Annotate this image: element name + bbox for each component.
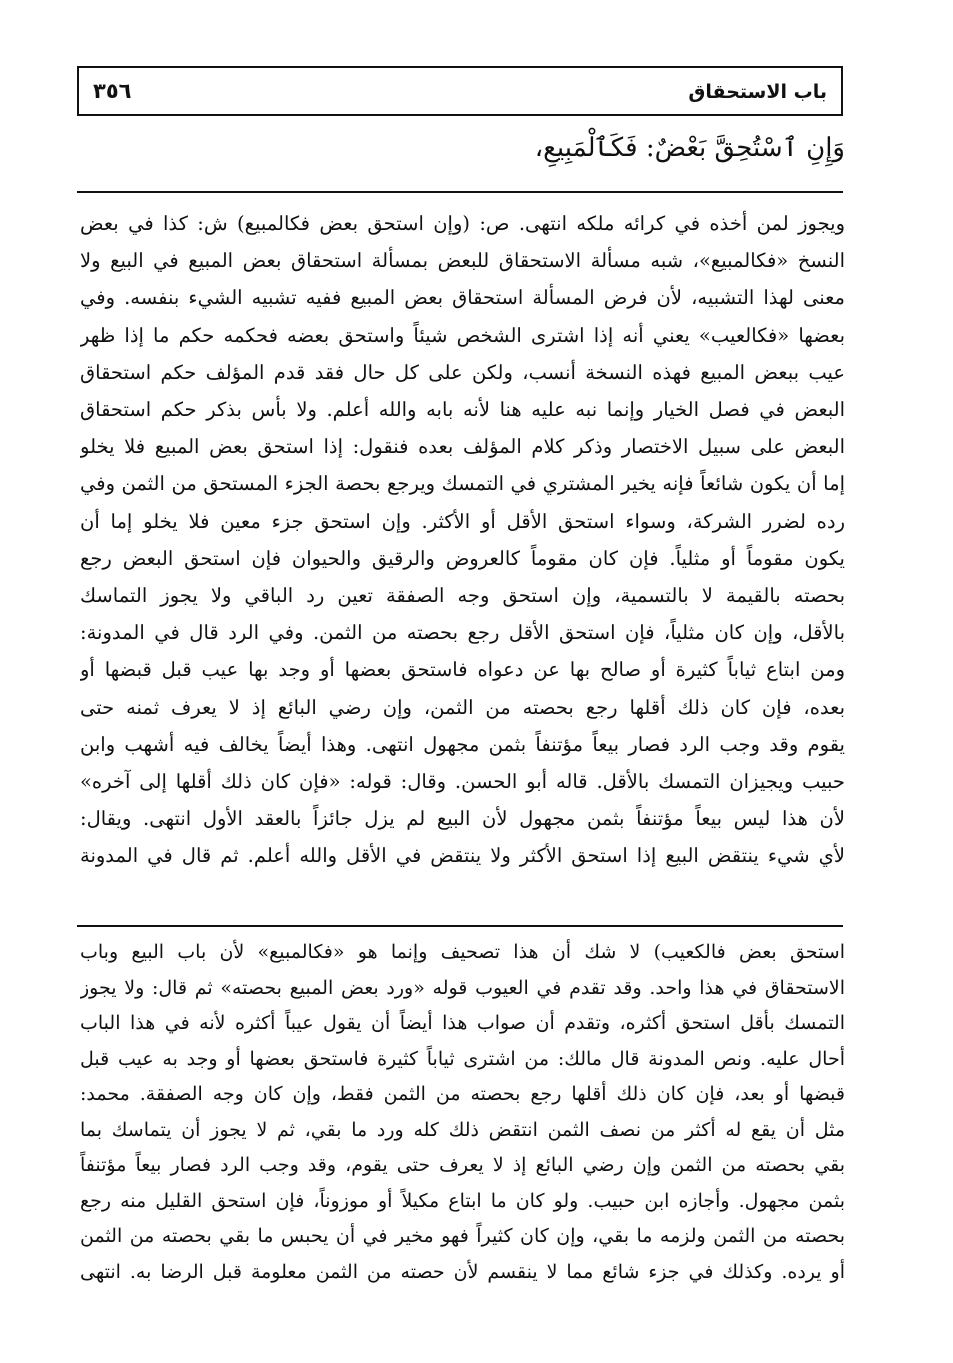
commentary-line: بالأقل، وإن كان مثلياً، فإن استحق الأقل رجع بحصته من الثمن. وفي الرد قال في المدونة: bbox=[80, 621, 845, 645]
commentary-line: بعده، فإن كان ذلك أقلها رجع بحصته من الثمن، وإن رضي البائع إذ لا يعرف ثمنه حتى bbox=[80, 695, 845, 719]
commentary-line: رده لضرر الشركة، وسواء استحق الأقل أو الأكثر. وإن استحق جزء معين فلا يخلو إما أن bbox=[80, 509, 845, 533]
footnote-line: بثمن مجهول. وأجازه ابن حبيب. ولو كان ما ابتاع مكيلاً أو موزوناً، فإن استحق القليل منه رجع bbox=[80, 1189, 845, 1212]
commentary-line: ومن ابتاع ثياباً كثيرة أو صالح بها عن دعواه فاستحق بعضها أو وجد بها عيب قبل قبضها أو bbox=[80, 658, 845, 682]
commentary-line: حبيب ويجيزان التمسك بالأقل. قاله أبو الحسن. وقال: قوله: «فإن كان ذلك أقلها إلى آخره» bbox=[80, 770, 845, 794]
top-divider bbox=[77, 191, 843, 193]
footnote-text bbox=[80, 935, 845, 1290]
page-number: ٣٥٦ bbox=[93, 79, 132, 103]
commentary-line: عيب ببعض المبيع فهذه النسخة أنسب، ولكن على كل حال فقد قدم المؤلف حكم استحقاق bbox=[80, 360, 845, 384]
footnote-line: مثل أن يقع له أكثر من نصف الثمن انتقض ذلك كله ورد ما بقي، ثم لا يجوز أن يتماسك بما bbox=[80, 1118, 845, 1141]
footnote-line: بقي بحصته من الثمن وإن رضي البائع إذ لا يعرف حتى يقوم، وقد وجب الرد فصار بيعاً مؤتنفاً bbox=[80, 1154, 845, 1176]
commentary-line: ويجوز لمن أخذه في كرائه ملكه انتهى. ص: (وإن استحق بعض فكالمبيع) ش: كذا في بعض bbox=[80, 212, 845, 235]
commentary-line: النسخ «فكالمبيع»، شبه مسألة الاستحقاق للبعض بمسألة استحقاق بعض المبيع في البيع ولا bbox=[80, 249, 845, 273]
commentary-line: البعض على سبيل الاختصار وذكر كلام المؤلف بعده فنقول: إذا استحق بعض المبيع فلا يخلو bbox=[80, 435, 845, 459]
commentary-line: البعض في فصل الخيار وإنما نبه عليه هنا لأنه بابه والله أعلم. ولا بأس بذكر حكم استحقاق bbox=[80, 398, 845, 422]
commentary-text bbox=[80, 205, 845, 875]
commentary-line: بحصته بالقيمة لا بالتسمية، وإن استحق وجه الصفقة تعين رد الباقي ولا يجوز التماسك bbox=[80, 584, 845, 608]
footnote-line: أحال عليه. ونص المدونة قال مالك: من اشترى ثياباً كثيرة فاستحق بعضها أو وجد به عيب قبل bbox=[80, 1047, 845, 1070]
commentary-line: بعضها «فكالعيب» يعني أنه إذا اشترى الشخص شيئاً واستحق بعضه فحكمه حكم ما إذا ظهر bbox=[80, 323, 845, 347]
commentary-line: معنى لهذا التشبيه، لأن فرض المسألة استحقاق بعض المبيع ففيه تشبيه الشيء بنفسه. وفي bbox=[80, 286, 845, 310]
footnote-line: الاستحقاق في هذا واحد. وقد تقدم في العيوب قوله «ورد بعض المبيع بحصته» ثم قال: ولا يجوز bbox=[80, 976, 845, 999]
footnote-line: أو يرده. وكذلك في جزء شائع مما لا ينقسم لأن حصته من الثمن معلومة قبل الرضا به. انتهى bbox=[80, 1260, 845, 1283]
commentary-line: إما أن يكون شائعاً فإنه يخير المشتري في التمسك ويرجع بحصة الجزء المستحق من الثمن وفي bbox=[80, 472, 845, 496]
chapter-title: باب الاستحقاق bbox=[688, 81, 827, 103]
running-header bbox=[77, 66, 843, 116]
commentary-line: لأن هذا ليس بيعاً مؤتنفاً بثمن مجهول لأن البيع لم يزل جائزاً بالعقد الأول انتهى. ويقال: bbox=[80, 807, 845, 831]
commentary-line: يقوم وقد وجب الرد فصار بيعاً مؤتنفاً بثمن مجهول انتهى. وهذا أيضاً يخالف فيه أشهب وابن bbox=[80, 732, 845, 756]
commentary-line: لأي شيء ينتقض البيع إذا استحق الأكثر ولا ينتقض في الأقل والله أعلم. ثم قال في المدونة bbox=[80, 844, 845, 868]
matn-verse: وَإِنِ ٱسْتُحِقَّ بَعْضٌ: فَكَٱلْمَبِيعِ، bbox=[534, 133, 845, 163]
footnote-line: بحصته من الثمن ولزمه ما بقي، وإن كان كثيراً فهو مخير في أن يحبس ما بقي بحصته من الثمن bbox=[80, 1225, 845, 1247]
footnote-line: استحق بعض فالكعيب) لا شك أن هذا تصحيف وإنما هو «فكالمبيع» لأن باب البيع وباب bbox=[80, 941, 845, 963]
footnote-line: قبضها أو بعد، فإن كان ذلك أقلها رجع بحصته من الثمن فقط، وإن كان وجه الصفقة. محمد: bbox=[80, 1083, 845, 1105]
footnote-line: التمسك بأقل استحق أكثره، وتقدم أن صواب هذا أيضاً أن يقول عيباً أكثره لأنه في هذا الباب bbox=[80, 1012, 845, 1034]
footnote-divider bbox=[77, 925, 843, 927]
commentary-line: يكون مقوماً أو مثلياً. فإن كان مقوماً كالعروض والرقيق والحيوان فإن استحق البعض رجع bbox=[80, 546, 845, 570]
